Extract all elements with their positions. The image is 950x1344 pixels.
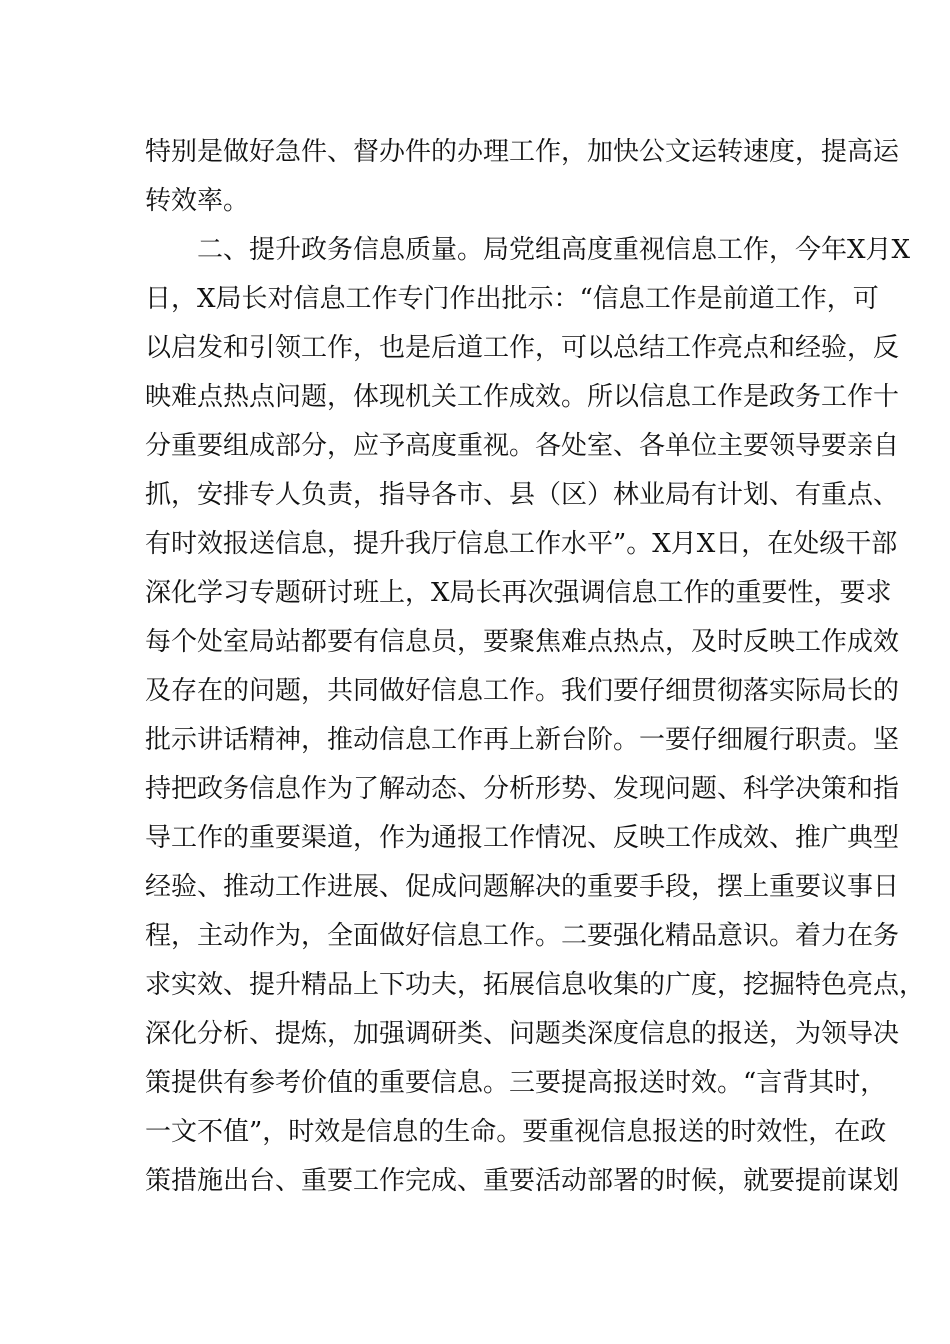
text-line: 批示讲话精神，推动信息工作再上新台阶。一要仔细履行职责。坚 — [145, 725, 900, 755]
text-line: 深化学习专题研讨班上，X局长再次强调信息工作的重要性，要求 — [145, 578, 892, 608]
text-line: 及存在的问题，共同做好信息工作。我们要仔细贯彻落实际局长的 — [145, 676, 900, 706]
text-line: 求实效、提升精品上下功夫，拓展信息收集的广度，挖掘特色亮点， — [145, 970, 926, 1000]
text-line: 以启发和引领工作，也是后道工作，可以总结工作亮点和经验，反 — [145, 333, 900, 363]
text-line: 抓，安排专人负责，指导各市、县（区）林业局有计划、有重点、 — [145, 480, 900, 510]
text-line: 特别是做好急件、督办件的办理工作，加快公文运转速度，提高运 — [145, 137, 900, 167]
text-line: 有时效报送信息，提升我厅信息工作水平”。X月X日，在处级干部 — [145, 529, 898, 559]
text-line: 程，主动作为，全面做好信息工作。二要强化精品意识。着力在务 — [145, 921, 900, 951]
text-line: 二、提升政务信息质量。局党组高度重视信息工作，今年X月X — [145, 235, 911, 265]
text-line: 持把政务信息作为了解动态、分析形势、发现问题、科学决策和指 — [145, 774, 900, 804]
text-line: 经验、推动工作进展、促成问题解决的重要手段，摆上重要议事日 — [145, 872, 900, 902]
text-line: 策提供有参考价值的重要信息。三要提高报送时效。“言背其时， — [145, 1068, 887, 1098]
text-line: 分重要组成部分，应予高度重视。各处室、各单位主要领导要亲自 — [145, 431, 900, 461]
text-line: 转效率。 — [145, 186, 250, 216]
text-line: 导工作的重要渠道，作为通报工作情况、反映工作成效、推广典型 — [145, 823, 900, 853]
text-line: 每个处室局站都要有信息员，要聚焦难点热点，及时反映工作成效 — [145, 627, 900, 657]
text-line: 日，X局长对信息工作专门作出批示：“信息工作是前道工作，可 — [145, 284, 879, 314]
text-line: 策措施出台、重要工作完成、重要活动部署的时候，就要提前谋划 — [145, 1166, 900, 1196]
text-line: 一文不值”，时效是信息的生命。要重视信息报送的时效性，在政 — [145, 1117, 887, 1147]
text-line: 映难点热点问题，体现机关工作成效。所以信息工作是政务工作十 — [145, 382, 900, 412]
text-line: 深化分析、提炼，加强调研类、问题类深度信息的报送，为领导决 — [145, 1019, 900, 1049]
